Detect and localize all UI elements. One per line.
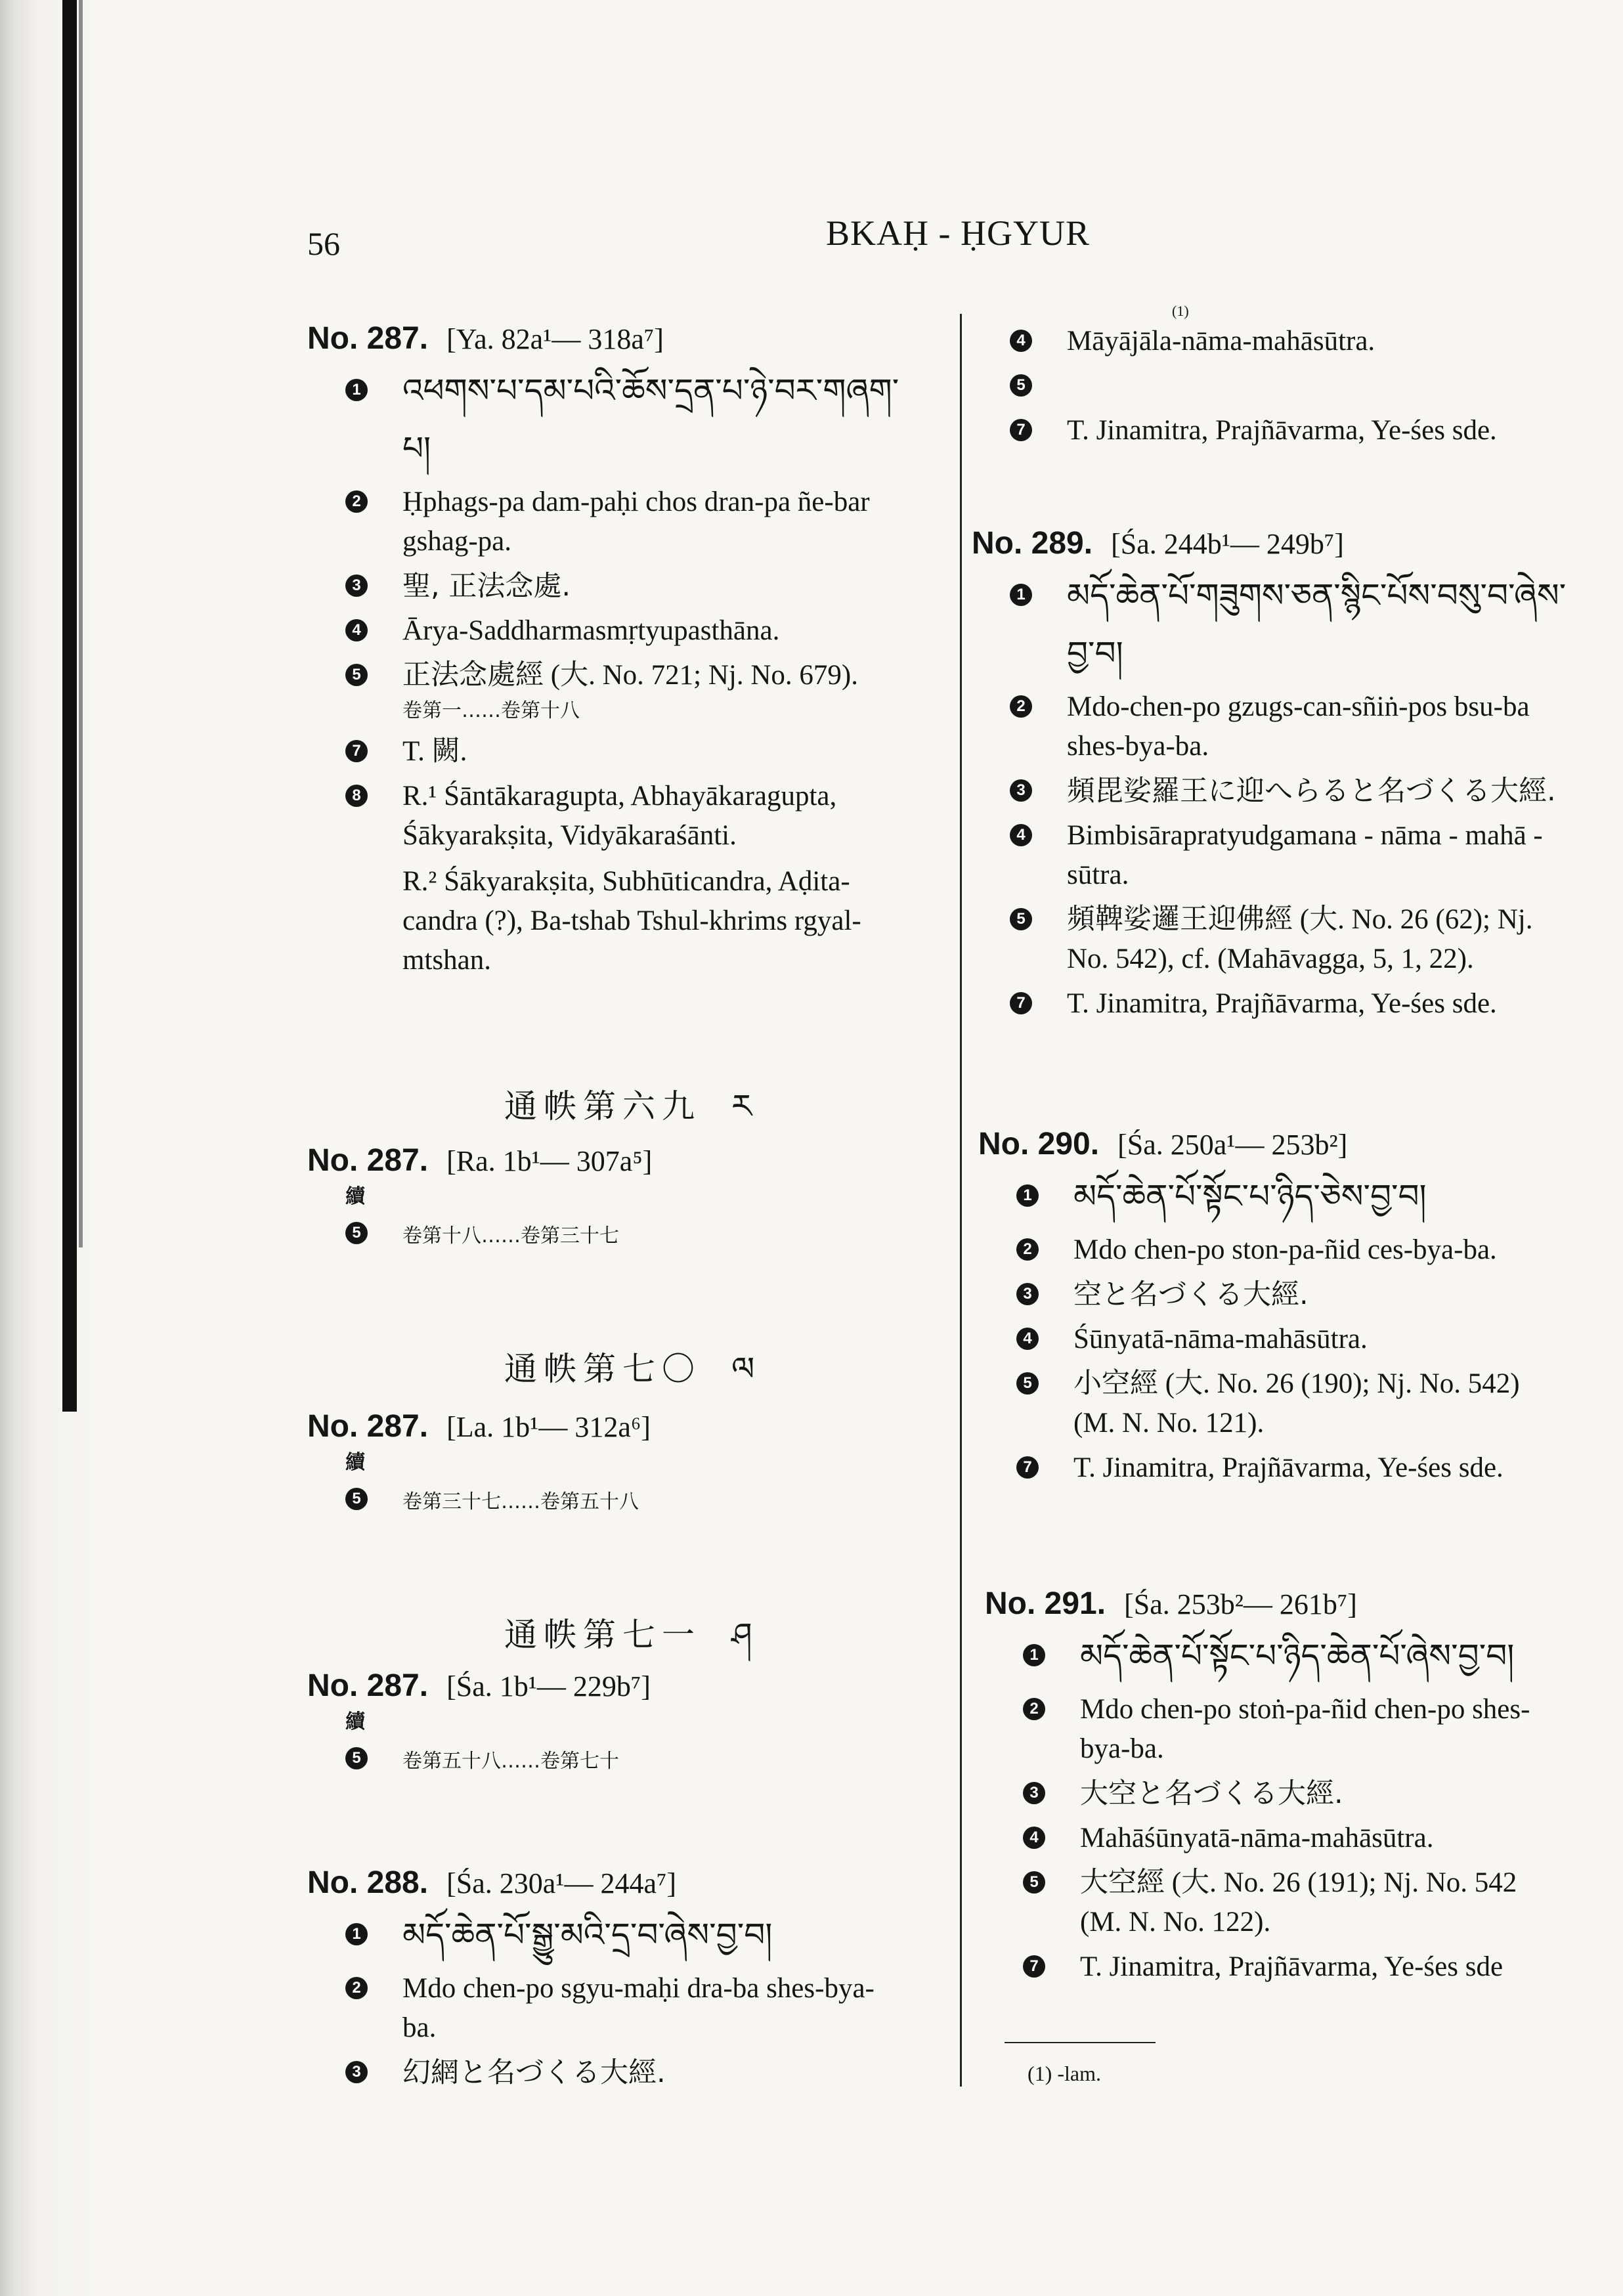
item-marker-2: 2	[1023, 1698, 1045, 1720]
fascicle-line	[307, 1739, 951, 1779]
item-marker-5: 5	[1010, 374, 1032, 397]
entry-287-ra	[307, 1142, 951, 1253]
reviser1-line2: Śākyarakṣita, Vidyākaraśānti.	[402, 820, 737, 851]
chinese-reference	[985, 1863, 1623, 1942]
revisers	[307, 777, 951, 980]
japanese-title-text: 頻毘娑羅王に迎へらると名づくる大經.	[1067, 775, 1556, 808]
folio-range: [Śa. 250a¹— 253b²]	[1117, 1129, 1348, 1161]
fascicle-range: 卷第一……卷第十八	[402, 699, 580, 722]
translator	[985, 1947, 1623, 1987]
item-marker-7: 7	[1010, 419, 1032, 441]
entry-287-ya	[307, 320, 951, 980]
item-marker-7: 7	[1010, 992, 1032, 1014]
item-marker-4: 4	[1010, 330, 1032, 352]
entry-289	[972, 525, 1616, 1024]
chinese-reference-line2: No. 542), cf. (Mahāvagga, 5, 1, 22).	[1067, 943, 1474, 974]
reviser1-line1: R.¹ Śāntākaragupta, Abhayākaragupta,	[402, 781, 837, 812]
transliteration	[972, 687, 1616, 766]
item-marker-3: 3	[1010, 779, 1032, 802]
entry-number: No. 287.	[307, 321, 429, 356]
japanese-title-text: 幻網と名づくる大經.	[402, 2056, 666, 2089]
chinese-reference-line2: (M. N. No. 122).	[1080, 1907, 1271, 1938]
japanese-title	[307, 2053, 951, 2092]
transliteration-line2: bya-ba.	[1080, 1733, 1164, 1764]
transliteration	[307, 1969, 951, 2048]
entry-288-continued	[978, 303, 1623, 450]
tibetan-title-text: མདོ་ཆེན་པོ་སྟོང་པ་ཉིད་ཅེས་བྱ་བ།	[1073, 1177, 1427, 1215]
japanese-title-text: 大空と名づくる大經.	[1080, 1777, 1343, 1810]
entry-number: No. 290.	[978, 1127, 1100, 1161]
chinese-reference	[978, 1364, 1623, 1443]
sanskrit-title-text: Mahāśūnyatā-nāma-mahāsūtra.	[1080, 1823, 1434, 1853]
volume-letter: ལ	[731, 1350, 755, 1388]
transliteration-line1: Mdo chen-po stoṅ-pa-ñid chen-po shes-	[1080, 1694, 1530, 1725]
transliteration-line2: gshag-pa.	[402, 526, 511, 557]
sanskrit-title	[978, 1320, 1623, 1359]
translator-text: T. 闕.	[402, 736, 467, 767]
chinese-title-text: 聖, 正法念處.	[402, 570, 571, 603]
item-marker-4: 4	[1023, 1827, 1045, 1849]
entry-heading	[307, 1668, 951, 1704]
entry-number: No. 289.	[972, 526, 1093, 561]
entry-heading	[985, 1586, 1623, 1622]
tibetan-title	[307, 362, 951, 477]
item-marker-2: 2	[1010, 695, 1032, 718]
continuation-mark: 續	[345, 1185, 365, 1208]
entry-heading	[307, 1865, 951, 1901]
japanese-title	[972, 771, 1616, 811]
item-marker-1: 1	[345, 1923, 368, 1945]
binding-shadow	[0, 0, 98, 2296]
transliteration-line2: ba.	[402, 2012, 437, 2043]
folio-range: [Śa. 1b¹— 229b⁷]	[446, 1670, 651, 1702]
item-marker-4: 4	[1016, 1328, 1039, 1350]
folio-range: [La. 1b¹— 312a⁶]	[446, 1411, 651, 1443]
tibetan-title	[985, 1627, 1623, 1685]
chinese-reference-line1: 大空經 (大. No. 26 (191); Nj. No. 542	[1080, 1867, 1517, 1898]
item-marker-5: 5	[1016, 1372, 1039, 1395]
continuation-mark: 續	[345, 1710, 365, 1733]
entry-290	[978, 1126, 1623, 1488]
fascicle-range: 卷第三十七……卷第五十八	[402, 1490, 639, 1513]
entry-291	[985, 1586, 1623, 1987]
transliteration	[985, 1690, 1623, 1769]
item-marker-8: 8	[345, 785, 368, 807]
chinese-reference-line2: (M. N. No. 121).	[1073, 1408, 1265, 1439]
translator-text: T. Jinamitra, Prajñāvarma, Ye-śes sde	[1080, 1951, 1504, 1982]
binding-edge	[62, 0, 77, 1412]
entry-heading	[307, 320, 951, 357]
tibetan-title	[978, 1167, 1623, 1225]
transliteration-line1: Mdo-chen-po gzugs-can-sñiṅ-pos bsu-ba	[1067, 691, 1530, 722]
folio-range: [Ya. 82a¹— 318a⁷]	[446, 323, 664, 355]
tibetan-title-line1: མདོ་ཆེན་པོ་གཟུགས་ཅན་སྙིང་པོས་བསུ་བ་ཞེས་	[1067, 576, 1567, 615]
item-marker-4: 4	[345, 619, 368, 641]
item-marker-3: 3	[345, 574, 368, 597]
item-marker-7: 7	[345, 740, 368, 762]
item-marker-1: 1	[1023, 1644, 1045, 1666]
item-marker-1: 1	[1016, 1184, 1039, 1207]
folio-range: [Śa. 230a¹— 244a⁷]	[446, 1867, 676, 1899]
volume-letter: ཤ	[731, 1616, 752, 1654]
item-marker-5: 5	[345, 1222, 368, 1244]
volume-letter: ར	[731, 1087, 752, 1125]
entry-heading	[307, 1408, 951, 1444]
sanskrit-title	[985, 1819, 1623, 1858]
footnote-rule	[1005, 2042, 1156, 2043]
item-marker-5: 5	[1023, 1871, 1045, 1894]
footnote-mark: (1)	[1172, 303, 1189, 319]
sanskrit-title-line1: Bimbisārapratyudgamana - nāma - mahā -	[1067, 820, 1543, 851]
entry-heading	[978, 1126, 1623, 1162]
item-marker-2: 2	[1016, 1238, 1039, 1261]
item-marker-7: 7	[1023, 1955, 1045, 1978]
translator	[978, 1448, 1623, 1488]
translator-text: T. Jinamitra, Prajñāvarma, Ye-śes sde.	[1067, 988, 1497, 1019]
sanskrit-title-text: Ārya-Saddharmasmṛtyupasthāna.	[402, 615, 780, 646]
transliteration-text: Mdo chen-po ston-pa-ñid ces-bya-ba.	[1073, 1234, 1497, 1265]
tibetan-title-line1: འཕགས་པ་དམ་པའི་ཆོས་དྲན་པ་ཉེ་བར་གཞག་	[402, 372, 899, 410]
sanskrit-title	[972, 816, 1616, 895]
volume-label: 通帙第七一	[504, 1616, 701, 1654]
chinese-reference	[972, 900, 1616, 979]
transliteration-line1: Mdo chen-po sgyu-maḥi dra-ba shes-bya-	[402, 1973, 875, 2004]
item-marker-4: 4	[1010, 824, 1032, 846]
translator	[978, 411, 1623, 450]
entry-number: No. 287.	[307, 1143, 429, 1178]
item-marker-2: 2	[345, 1977, 368, 1999]
entry-287-sha	[307, 1668, 951, 1779]
translator-text: T. Jinamitra, Prajñāvarma, Ye-śes sde.	[1073, 1452, 1504, 1483]
column-rule	[960, 314, 962, 2087]
sanskrit-title-line2: sūtra.	[1067, 859, 1129, 890]
entry-number: No. 291.	[985, 1586, 1106, 1621]
fascicle-range: 卷第五十八……卷第七十	[402, 1750, 619, 1773]
fascicle-line	[307, 1214, 951, 1253]
tibetan-title-line2: པ།	[402, 429, 431, 467]
item-marker-5: 5	[345, 664, 368, 686]
japanese-title-text: 空と名づくる大經.	[1073, 1278, 1309, 1311]
item-marker-3: 3	[1023, 1782, 1045, 1804]
item-marker-1: 1	[345, 379, 368, 401]
item-marker-5: 5	[1010, 908, 1032, 930]
continuation-mark: 續	[345, 1451, 365, 1474]
fascicle-line	[307, 1480, 951, 1519]
entry-number: No. 288.	[307, 1865, 429, 1900]
sanskrit-title	[307, 611, 951, 651]
transliteration-line2: shes-bya-ba.	[1067, 731, 1209, 762]
tibetan-title-line2: བྱ་བ།	[1067, 634, 1123, 672]
folio-range: [Śa. 244b¹— 249b⁷]	[1111, 528, 1344, 560]
folio-range: [Ra. 1b¹— 307a⁵]	[446, 1145, 653, 1177]
item-marker-1: 1	[1010, 584, 1032, 606]
binding-edge-inner	[79, 0, 83, 1247]
entry-288	[307, 1865, 951, 2092]
entry-287-la	[307, 1408, 951, 1519]
reviser2-line2: candra (?), Ba-tshab Tshul-khrims rgyal-	[402, 905, 861, 936]
running-head: BKAḤ - ḤGYUR	[826, 213, 1090, 253]
item-marker-3: 3	[345, 2061, 368, 2083]
chinese-reference-line1: 頻鞞娑邏王迎佛經 (大. No. 26 (62); Nj.	[1067, 904, 1533, 935]
folio-range: [Śa. 253b²— 261b⁷]	[1124, 1588, 1357, 1620]
entry-heading	[307, 1142, 951, 1179]
sanskrit-title-text: Śūnyatā-nāma-mahāsūtra.	[1073, 1324, 1368, 1354]
translator-text: T. Jinamitra, Prajñāvarma, Ye-śes sde.	[1067, 415, 1497, 446]
sanskrit-title-text: Māyājāla-nāma-mahāsūtra.	[1067, 326, 1375, 357]
footnote: (1) -lam.	[1028, 2062, 1101, 2085]
chinese-title	[307, 567, 951, 606]
reviser2-line3: mtshan.	[402, 945, 491, 976]
japanese-title	[978, 1275, 1623, 1314]
entry-number: No. 287.	[307, 1409, 429, 1444]
transliteration	[307, 483, 951, 561]
transliteration	[978, 1230, 1623, 1270]
volume-label: 通帙第六九	[504, 1087, 701, 1125]
tibetan-title	[972, 567, 1616, 682]
chinese-reference	[307, 656, 951, 727]
entry-heading	[972, 525, 1616, 561]
volume-label: 通帙第七〇	[504, 1350, 701, 1388]
fascicle-range: 卷第十八……卷第三十七	[402, 1224, 619, 1247]
item-marker-5: 5	[345, 1488, 368, 1510]
translator	[307, 732, 951, 771]
empty-item-5	[978, 366, 1623, 406]
tibetan-title-text: མདོ་ཆེན་པོ་སྒྱུ་མའི་དྲ་བ་ཞེས་བྱ་བ།	[402, 1916, 773, 1954]
item-marker-3: 3	[1016, 1283, 1039, 1305]
tibetan-title-text: མདོ་ཆེན་པོ་སྟོང་པ་ཉིད་ཆེན་པོ་ཞེས་བྱ་བ།	[1080, 1637, 1515, 1675]
item-marker-7: 7	[1016, 1456, 1039, 1479]
transliteration-line1: Ḥphags-pa dam-paḥi chos dran-pa ñe-bar	[402, 487, 870, 517]
translator	[972, 984, 1616, 1024]
chinese-reference-line1: 小空經 (大. No. 26 (190); Nj. No. 542)	[1073, 1368, 1520, 1399]
page-number: 56	[307, 225, 340, 262]
entry-number: No. 287.	[307, 1668, 429, 1703]
item-marker-5: 5	[345, 1747, 368, 1769]
chinese-reference-text: 正法念處經 (大. No. 721; Nj. No. 679).	[402, 660, 858, 691]
sanskrit-title	[978, 303, 1623, 361]
reviser2-line1: R.² Śākyarakṣita, Subhūticandra, Aḍita-	[402, 866, 850, 897]
japanese-title	[985, 1774, 1623, 1813]
tibetan-title	[307, 1906, 951, 1964]
item-marker-2: 2	[345, 490, 368, 513]
